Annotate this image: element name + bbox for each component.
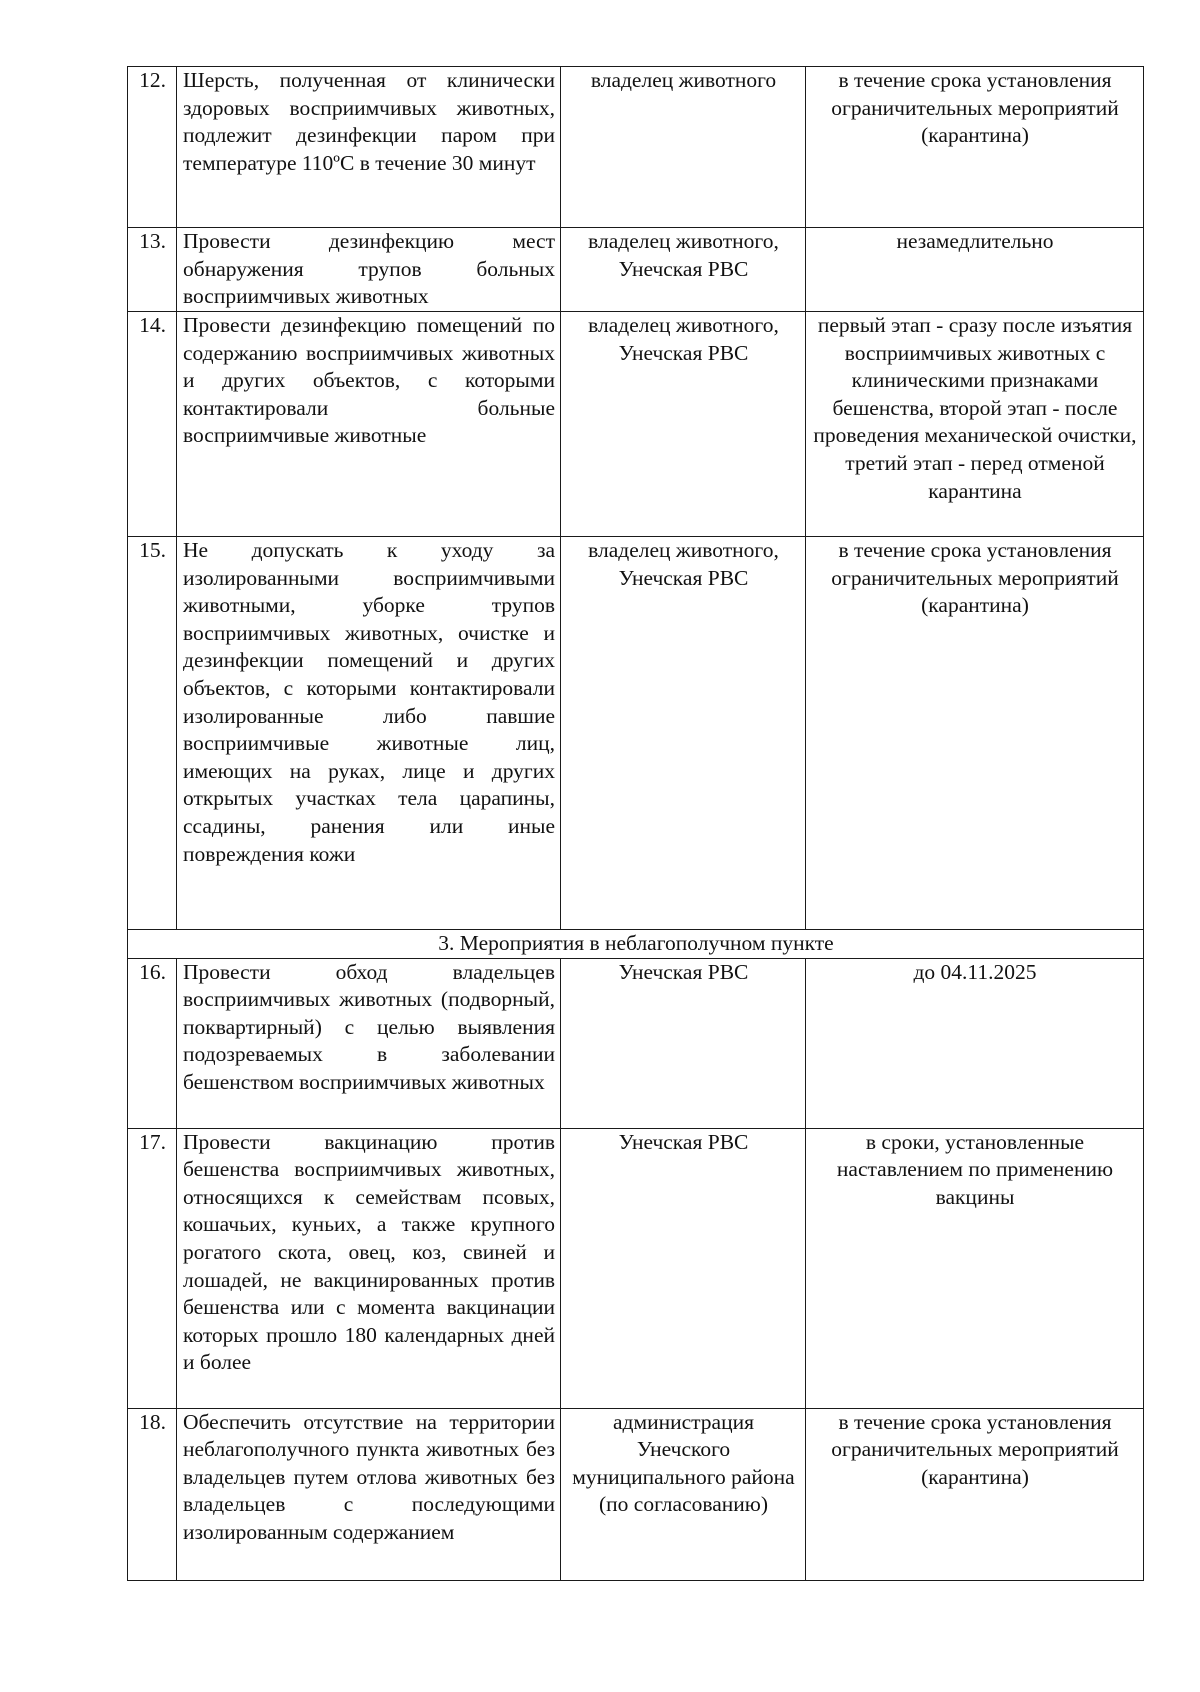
row-number: 14. <box>128 312 177 537</box>
table-row <box>128 67 1144 228</box>
table-row <box>128 537 1144 930</box>
responsible-party: владелец животного <box>561 67 806 228</box>
row-number: 15. <box>128 537 177 930</box>
responsible-party: владелец животного, Унечская РВС <box>561 228 806 312</box>
deadline: в течение срока установления ограничительных мероприятий (карантина) <box>806 1408 1144 1580</box>
deadline: в течение срока установления ограничительных мероприятий (карантина) <box>806 67 1144 228</box>
measure-text: Обеспечить отсутствие на территории неблагополучного пункта животных без владельцев путем отлова животных без владельцев с последующими изолированным содержанием <box>177 1408 561 1580</box>
responsible-party: администрация Унечского муниципального района (по согласованию) <box>561 1408 806 1580</box>
row-number: 17. <box>128 1128 177 1408</box>
measure-text: Не допускать к уходу за изолированными восприимчивыми животными, уборке трупов восприимчивых животных, очистке и дезинфекции помещений и других объектов, с которыми контактировали изолированные либо павшие восприимчивые животные лиц, имеющих на руках, лице и других открытых участках тела царапины, ссадины, ранения или иные повреждения кожи <box>177 537 561 930</box>
measure-text: Провести обход владельцев восприимчивых животных (подворный, поквартирный) с целью выявления подозреваемых в заболевании бешенством восприимчивых животных <box>177 958 561 1128</box>
deadline: в течение срока установления ограничительных мероприятий (карантина) <box>806 537 1144 930</box>
responsible-party: Унечская РВС <box>561 1128 806 1408</box>
deadline: в сроки, установленные наставлением по применению вакцины <box>806 1128 1144 1408</box>
table-row <box>128 958 1144 1128</box>
row-number: 12. <box>128 67 177 228</box>
row-number: 18. <box>128 1408 177 1580</box>
responsible-party: владелец животного, Унечская РВС <box>561 537 806 930</box>
table-row <box>128 228 1144 312</box>
measure-text: Провести дезинфекцию помещений по содержанию восприимчивых животных и других объектов, с которыми контактировали больные восприимчивые животные <box>177 312 561 537</box>
table-row <box>128 312 1144 537</box>
table-row <box>128 1408 1144 1580</box>
deadline: незамедлительно <box>806 228 1144 312</box>
section-title: 3. Мероприятия в неблагополучном пункте <box>128 930 1144 959</box>
row-number: 13. <box>128 228 177 312</box>
responsible-party: Унечская РВС <box>561 958 806 1128</box>
deadline: первый этап - сразу после изъятия восприимчивых животных с клиническими признаками бешенства, второй этап - после проведения механической очистки, третий этап - перед отменой карантина <box>806 312 1144 537</box>
table-row <box>128 1128 1144 1408</box>
row-number: 16. <box>128 958 177 1128</box>
measure-text: Шерсть, полученная от клинически здоровых восприимчивых животных, подлежит дезинфекции паром при температуре 110ºС в течение 30 минут <box>177 67 561 228</box>
measure-text: Провести дезинфекцию мест обнаружения трупов больных восприимчивых животных <box>177 228 561 312</box>
measures-table <box>127 66 1144 1581</box>
measure-text: Провести вакцинацию против бешенства восприимчивых животных, относящихся к семействам псовых, кошачьих, куньих, а также крупного рогатого скота, овец, коз, свиней и лошадей, не вакцинированных против бешенства или с момента вакцинации которых прошло 180 календарных дней и более <box>177 1128 561 1408</box>
deadline: до 04.11.2025 <box>806 958 1144 1128</box>
responsible-party: владелец животного, Унечская РВС <box>561 312 806 537</box>
section-row <box>128 930 1144 959</box>
